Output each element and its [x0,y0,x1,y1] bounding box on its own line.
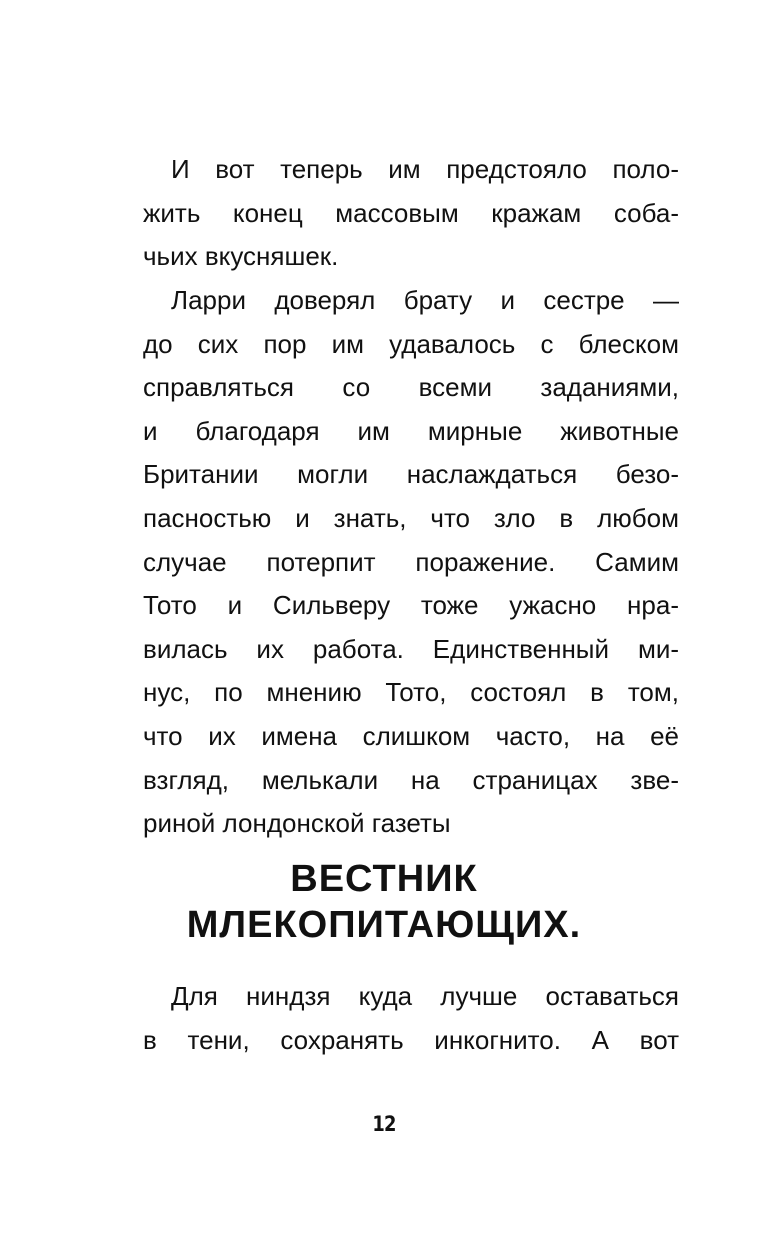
text-line: в тени, сохранять инкогнито. А вот [143,1024,679,1055]
paragraph-3 [143,975,679,1062]
text-line: Британии могли наслаждаться безо- [143,459,679,490]
text-line: вилась их работа. Единственный ми- [143,633,679,664]
text-line: до сих пор им удавалось с блеском [143,328,679,359]
text-line: взгляд, мелькали на страницах зве- [143,764,679,795]
text-line: жить конец массовым кражам соба- [143,197,679,228]
text-line: пасностью и знать, что зло в любом [143,502,679,533]
newspaper-title-line-1: ВЕСТНИК [290,858,478,900]
text-line: чьих вкусняшек. [143,241,339,272]
text-line: риной лондонской газеты [143,808,451,839]
page-number: 12 [372,1112,396,1136]
paragraph-2 [143,279,679,846]
text-line: случае потерпит поражение. Самим [143,546,679,577]
text-line: и благодаря им мирные животные [143,415,679,446]
newspaper-title-line-2: МЛЕКОПИТАЮЩИХ. [186,904,582,946]
text-line: Ларри доверял брату и сестре — [171,285,679,315]
text-line: И вот теперь им предстояло поло- [171,154,679,184]
text-line: Тото и Сильверу тоже ужасно нра- [143,590,679,621]
paragraph-1 [143,148,679,279]
text-line: Для ниндзя куда лучше оставаться [171,981,679,1011]
text-line: что их имена слишком часто, на её [143,720,679,751]
text-line: нус, по мнению Тото, состоял в том, [143,677,679,708]
text-line: справляться со всеми заданиями, [143,372,679,403]
